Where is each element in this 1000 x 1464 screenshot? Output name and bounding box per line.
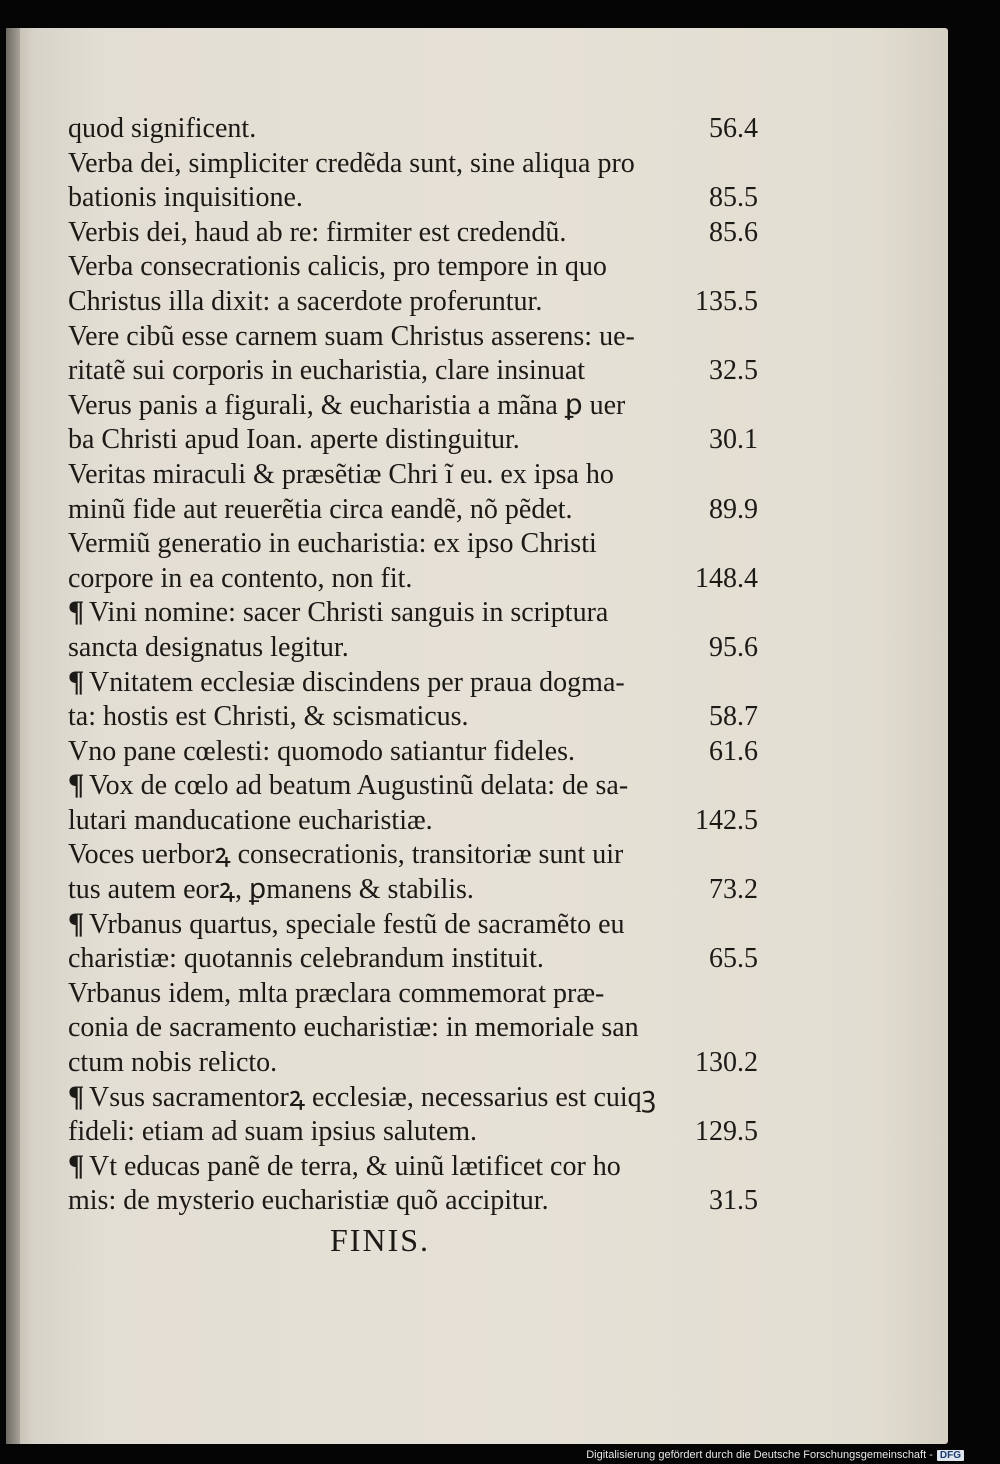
index-line: [68, 1081, 758, 1116]
index-entry-text: Vox de cœlo ad beatum Augustinũ delata: de sa-: [89, 770, 629, 802]
index-entry-text: lutari manducatione eucharistiæ.: [68, 804, 433, 836]
pilcrow-mark: ¶: [68, 769, 85, 802]
index-line-text: [68, 838, 623, 873]
index-line-text: [68, 147, 635, 182]
index-entry-text: Vt educas panẽ de terra, & uinũ lætificet cor ho: [89, 1150, 621, 1182]
page-reference: 85.6: [709, 216, 758, 248]
index-entry-text: tus autem eorꝝ, ꝑmanens & stabilis.: [68, 874, 474, 906]
index-line: [68, 354, 758, 389]
index-line-text: [68, 250, 607, 285]
index-line: [68, 423, 758, 458]
index-line: [68, 666, 758, 701]
index-line-text: [68, 631, 349, 666]
index-entry-text: Verba dei, simpliciter credẽda sunt, sine aliqua pro: [68, 147, 635, 179]
index-entry-text: Voces uerborꝝ consecrationis, transitoriæ sunt uir: [68, 839, 624, 871]
index-line-text: [68, 977, 604, 1012]
index-entry-text: ritatẽ sui corporis in eucharistia, clare insinuat: [68, 355, 586, 387]
index-line-text: [68, 216, 566, 251]
index-entry-text: corpore in ea contento, non fit.: [68, 562, 413, 594]
index-line-text: [68, 320, 635, 355]
index-line: [68, 873, 758, 908]
index-line: [68, 769, 758, 804]
digitization-credit: [586, 1449, 964, 1461]
index-line: [68, 1184, 758, 1219]
index-line-text: [68, 527, 597, 562]
index-line: [68, 181, 758, 216]
page-reference: 58.7: [709, 701, 758, 733]
index-line: [68, 250, 758, 285]
index-entry-text: quod significent.: [68, 113, 257, 144]
page-reference: 142.5: [695, 804, 758, 836]
index-entry-text: Vrbanus idem, mlta præclara commemorat præ-: [68, 977, 605, 1009]
index-line: [68, 285, 758, 320]
index-line: [68, 735, 758, 770]
page-reference: 65.5: [709, 943, 758, 975]
index-entry-text: Vno pane cœlesti: quomodo satiantur fideles.: [68, 735, 575, 767]
index-line-text: [68, 596, 608, 631]
pilcrow-mark: ¶: [68, 596, 85, 629]
index-line-text: [68, 112, 256, 147]
page-reference: 130.2: [695, 1047, 758, 1079]
index-line-text: [68, 804, 433, 839]
index-line-text: [68, 1115, 477, 1150]
index-line-text: [68, 700, 469, 735]
index-entry-text: Vnitatem ecclesiæ discindens per praua dogma-: [89, 666, 625, 698]
index-entry-text: Vere cibũ esse carnem suam Christus asserens: ue-: [68, 320, 635, 352]
index-line-text: [68, 942, 544, 977]
page-reference: 95.6: [709, 631, 758, 663]
index-line: [68, 216, 758, 251]
index-entry-text: ba Christi apud Ioan. aperte distinguitur.: [68, 424, 520, 456]
index-line-text: [68, 1046, 277, 1081]
index-entry-text: bationis inquisitione.: [68, 182, 303, 214]
index-line-text: [68, 769, 628, 804]
index-line-text: [68, 493, 573, 528]
page-reference: 85.5: [709, 182, 758, 214]
index-line-text: [68, 735, 575, 770]
index-line: [68, 977, 758, 1012]
page-reference: 148.4: [695, 562, 758, 594]
index-line: [68, 389, 758, 424]
pilcrow-mark: ¶: [68, 665, 85, 698]
index-line-text: [68, 562, 412, 597]
index-line-text: [68, 458, 614, 493]
index-line: [68, 631, 758, 666]
page-reference: 135.5: [695, 285, 758, 317]
index-line: [68, 527, 758, 562]
pilcrow-mark: ¶: [68, 1080, 85, 1113]
index-line-text: [68, 354, 585, 389]
page-reference: 32.5: [709, 355, 758, 387]
page-reference: 56.4: [709, 113, 758, 144]
page-reference: 129.5: [695, 1116, 758, 1148]
index-line-text: [68, 1081, 656, 1116]
index-line: [68, 700, 758, 735]
dfg-logo: DFG: [937, 1450, 964, 1461]
index-line: [68, 942, 758, 977]
index-entry-text: Veritas miraculi & præsẽtiæ Chri ĩ eu. ex ipsa ho: [68, 458, 614, 490]
index-line-text: [68, 908, 625, 943]
index-entry-text: Verus panis a figurali, & eucharistia a mãna ꝑ uer: [68, 389, 626, 421]
index-line: [68, 1150, 758, 1185]
index-line: [68, 562, 758, 597]
page-reference: 30.1: [709, 424, 758, 456]
index-line-text: [68, 285, 542, 320]
index-line: [68, 320, 758, 355]
index-entry-text: Vini nomine: sacer Christi sanguis in scriptura: [89, 597, 609, 629]
page-reference: 31.5: [709, 1185, 758, 1217]
index-line: [68, 1115, 758, 1150]
index-text-block: [68, 112, 758, 1219]
page-reference: 73.2: [709, 874, 758, 906]
index-entry-text: charistiæ: quotannis celebrandum instituit.: [68, 943, 544, 975]
index-entry-text: conia de sacramento eucharistiæ: in memoriale san: [68, 1012, 639, 1044]
index-line: [68, 1046, 758, 1081]
index-line: [68, 1011, 758, 1046]
credit-text: Digitalisierung gefördert durch die Deutsche Forschungsgemeinschaft -: [586, 1449, 933, 1461]
index-line-text: [68, 389, 625, 424]
index-entry-text: Verbis dei, haud ab re: firmiter est credendũ.: [68, 216, 567, 248]
index-line-text: [68, 1011, 639, 1046]
pilcrow-mark: ¶: [68, 907, 85, 940]
index-line: [68, 458, 758, 493]
page-reference: 61.6: [709, 735, 758, 767]
pilcrow-mark: ¶: [68, 1149, 85, 1182]
index-line-text: [68, 666, 625, 701]
index-entry-text: Vermiũ generatio in eucharistia: ex ipso Christi: [68, 528, 597, 560]
page-reference: 89.9: [709, 493, 758, 525]
index-entry-text: Christus illa dixit: a sacerdote proferuntur.: [68, 285, 543, 317]
index-entry-text: sancta designatus legitur.: [68, 631, 349, 663]
index-line: [68, 804, 758, 839]
index-line: [68, 147, 758, 182]
index-line: [68, 112, 758, 147]
index-line: [68, 596, 758, 631]
finis-heading: FINIS.: [330, 1222, 431, 1258]
index-line-text: [68, 1150, 621, 1185]
index-entry-text: mis: de mysterio eucharistiæ quõ accipitur.: [68, 1185, 549, 1217]
index-entry-text: ctum nobis relicto.: [68, 1047, 278, 1079]
index-line: [68, 493, 758, 528]
index-entry-text: Vsus sacramentorꝝ ecclesiæ, necessarius est cuiqꝫ: [89, 1081, 656, 1113]
index-line-text: [68, 1184, 549, 1219]
index-line-text: [68, 873, 474, 908]
index-entry-text: ta: hostis est Christi, & scismaticus.: [68, 701, 469, 733]
index-entry-text: Vrbanus quartus, speciale festũ de sacramẽto eu: [89, 908, 625, 940]
index-line: [68, 908, 758, 943]
index-entry-text: minũ fide aut reuerẽtia circa eandẽ, nõ pẽdet.: [68, 493, 573, 525]
index-entry-text: fideli: etiam ad suam ipsius salutem.: [68, 1116, 478, 1148]
index-line-text: [68, 423, 520, 458]
index-line-text: [68, 181, 303, 216]
index-entry-text: Verba consecrationis calicis, pro tempore in quo: [68, 251, 607, 283]
index-line: [68, 838, 758, 873]
page-gutter-shadow: [6, 28, 20, 1444]
